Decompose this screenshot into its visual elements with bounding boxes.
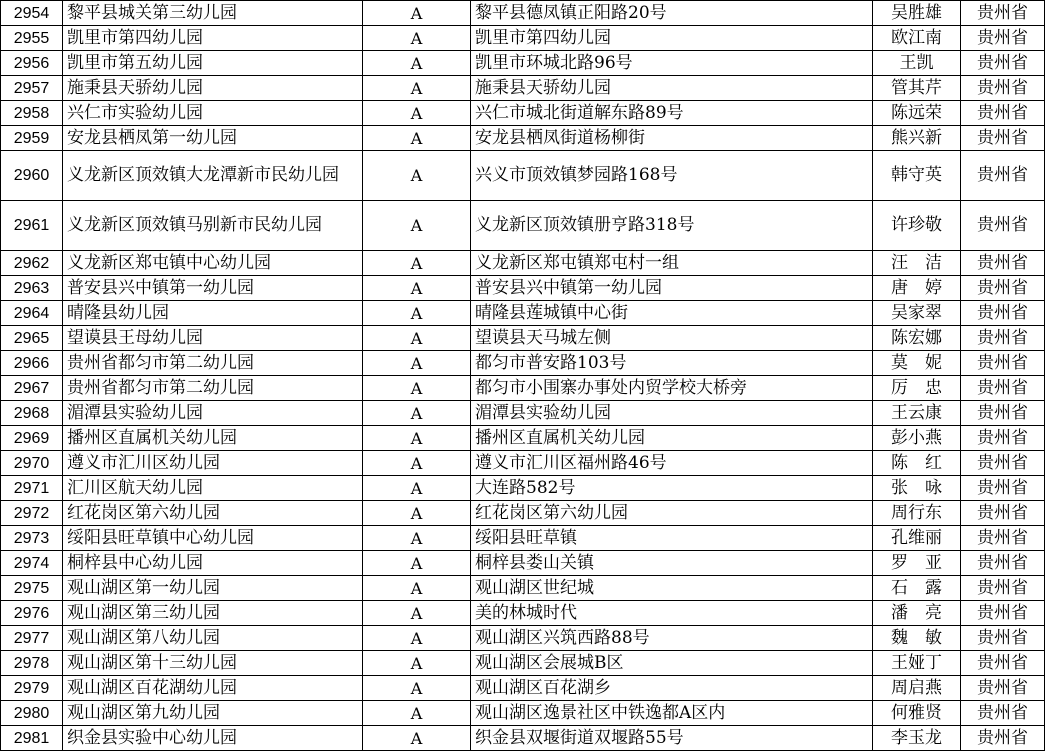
table-row: [1, 76, 1045, 101]
address-cell: 美的林城时代: [471, 601, 873, 626]
row-number-cell: 2967: [1, 376, 63, 401]
table-row: [1, 26, 1045, 51]
contact-person-cell: 欧江南: [873, 26, 961, 51]
row-number-cell: 2965: [1, 326, 63, 351]
kindergarten-name-cell: 观山湖区第三幼儿园: [63, 601, 363, 626]
level-cell: A: [363, 701, 471, 726]
table-row: [1, 476, 1045, 501]
row-number-cell: 2963: [1, 276, 63, 301]
kindergarten-name-cell: 观山湖区第九幼儿园: [63, 701, 363, 726]
province-cell: 贵州省: [961, 576, 1045, 601]
kindergarten-name-cell: 兴仁市实验幼儿园: [63, 101, 363, 126]
row-number-cell: 2958: [1, 101, 63, 126]
row-number-cell: 2968: [1, 401, 63, 426]
row-number-cell: 2980: [1, 701, 63, 726]
address-cell: 观山湖区世纪城: [471, 576, 873, 601]
kindergarten-name-cell: 遵义市汇川区幼儿园: [63, 451, 363, 476]
kindergarten-name-cell: 桐梓县中心幼儿园: [63, 551, 363, 576]
table-row: [1, 151, 1045, 201]
kindergarten-name-cell: 贵州省都匀市第二幼儿园: [63, 376, 363, 401]
kindergarten-name-cell: 汇川区航天幼儿园: [63, 476, 363, 501]
level-cell: A: [363, 301, 471, 326]
contact-person-cell: 陈宏娜: [873, 326, 961, 351]
kindergarten-name-cell: 义龙新区顶效镇大龙潭新市民幼儿园: [63, 151, 363, 201]
kindergarten-name-cell: 贵州省都匀市第二幼儿园: [63, 351, 363, 376]
kindergarten-name-cell: 观山湖区第一幼儿园: [63, 576, 363, 601]
row-number-cell: 2960: [1, 151, 63, 201]
level-cell: A: [363, 526, 471, 551]
contact-person-cell: 韩守英: [873, 151, 961, 201]
level-cell: A: [363, 576, 471, 601]
province-cell: 贵州省: [961, 251, 1045, 276]
table-row: [1, 251, 1045, 276]
province-cell: 贵州省: [961, 326, 1045, 351]
level-cell: A: [363, 351, 471, 376]
contact-person-cell: 周行东: [873, 501, 961, 526]
kindergarten-name-cell: 观山湖区第八幼儿园: [63, 626, 363, 651]
address-cell: 绥阳县旺草镇: [471, 526, 873, 551]
address-cell: 湄潭县实验幼儿园: [471, 401, 873, 426]
contact-person-cell: 陈远荣: [873, 101, 961, 126]
address-cell: 织金县双堰街道双堰路55号: [471, 726, 873, 751]
row-number-cell: 2975: [1, 576, 63, 601]
address-cell: 红花岗区第六幼儿园: [471, 501, 873, 526]
province-cell: 贵州省: [961, 726, 1045, 751]
level-cell: A: [363, 476, 471, 501]
kindergarten-name-cell: 观山湖区百花湖幼儿园: [63, 676, 363, 701]
level-cell: A: [363, 401, 471, 426]
address-cell: 施秉县天骄幼儿园: [471, 76, 873, 101]
contact-person-cell: 孔维丽: [873, 526, 961, 551]
contact-person-cell: 唐 婷: [873, 276, 961, 301]
row-number-cell: 2961: [1, 201, 63, 251]
address-cell: 观山湖区兴筑西路88号: [471, 626, 873, 651]
table-row: [1, 451, 1045, 476]
address-cell: 义龙新区顶效镇册亨路318号: [471, 201, 873, 251]
row-number-cell: 2978: [1, 651, 63, 676]
row-number-cell: 2976: [1, 601, 63, 626]
kindergarten-name-cell: 施秉县天骄幼儿园: [63, 76, 363, 101]
table-row: [1, 401, 1045, 426]
row-number-cell: 2971: [1, 476, 63, 501]
kindergarten-name-cell: 义龙新区顶效镇马别新市民幼儿园: [63, 201, 363, 251]
kindergarten-name-cell: 普安县兴中镇第一幼儿园: [63, 276, 363, 301]
level-cell: A: [363, 151, 471, 201]
table-row: [1, 376, 1045, 401]
province-cell: 贵州省: [961, 151, 1045, 201]
level-cell: A: [363, 26, 471, 51]
contact-person-cell: 罗 亚: [873, 551, 961, 576]
row-number-cell: 2977: [1, 626, 63, 651]
row-number-cell: 2974: [1, 551, 63, 576]
contact-person-cell: 熊兴新: [873, 126, 961, 151]
contact-person-cell: 吴胜雄: [873, 1, 961, 26]
province-cell: 贵州省: [961, 551, 1045, 576]
address-cell: 兴义市顶效镇梦园路168号: [471, 151, 873, 201]
level-cell: A: [363, 376, 471, 401]
table-row: [1, 626, 1045, 651]
contact-person-cell: 莫 妮: [873, 351, 961, 376]
address-cell: 黎平县德凤镇正阳路20号: [471, 1, 873, 26]
province-cell: 贵州省: [961, 101, 1045, 126]
level-cell: A: [363, 251, 471, 276]
kindergarten-name-cell: 观山湖区第十三幼儿园: [63, 651, 363, 676]
contact-person-cell: 王娅丁: [873, 651, 961, 676]
level-cell: A: [363, 651, 471, 676]
province-cell: 贵州省: [961, 301, 1045, 326]
level-cell: A: [363, 76, 471, 101]
contact-person-cell: 厉 忠: [873, 376, 961, 401]
table-row: [1, 126, 1045, 151]
province-cell: 贵州省: [961, 526, 1045, 551]
address-cell: 安龙县栖凤街道杨柳街: [471, 126, 873, 151]
province-cell: 贵州省: [961, 351, 1045, 376]
row-number-cell: 2969: [1, 426, 63, 451]
address-cell: 遵义市汇川区福州路46号: [471, 451, 873, 476]
level-cell: A: [363, 276, 471, 301]
address-cell: 观山湖区会展城B区: [471, 651, 873, 676]
province-cell: 贵州省: [961, 126, 1045, 151]
table-row: [1, 576, 1045, 601]
province-cell: 贵州省: [961, 476, 1045, 501]
row-number-cell: 2970: [1, 451, 63, 476]
province-cell: 贵州省: [961, 626, 1045, 651]
row-number-cell: 2981: [1, 726, 63, 751]
province-cell: 贵州省: [961, 651, 1045, 676]
table-row: [1, 1, 1045, 26]
contact-person-cell: 许珍敬: [873, 201, 961, 251]
province-cell: 贵州省: [961, 51, 1045, 76]
level-cell: A: [363, 101, 471, 126]
level-cell: A: [363, 326, 471, 351]
province-cell: 贵州省: [961, 601, 1045, 626]
contact-person-cell: 周启燕: [873, 676, 961, 701]
address-cell: 义龙新区郑屯镇郑屯村一组: [471, 251, 873, 276]
province-cell: 贵州省: [961, 401, 1045, 426]
level-cell: A: [363, 676, 471, 701]
contact-person-cell: 陈 红: [873, 451, 961, 476]
table-row: [1, 276, 1045, 301]
kindergarten-name-cell: 义龙新区郑屯镇中心幼儿园: [63, 251, 363, 276]
table-row: [1, 201, 1045, 251]
table-row: [1, 701, 1045, 726]
level-cell: A: [363, 626, 471, 651]
level-cell: A: [363, 726, 471, 751]
contact-person-cell: 王云康: [873, 401, 961, 426]
address-cell: 大连路582号: [471, 476, 873, 501]
kindergarten-name-cell: 安龙县栖凤第一幼儿园: [63, 126, 363, 151]
table-row: [1, 301, 1045, 326]
address-cell: 普安县兴中镇第一幼儿园: [471, 276, 873, 301]
address-cell: 观山湖区百花湖乡: [471, 676, 873, 701]
kindergarten-name-cell: 红花岗区第六幼儿园: [63, 501, 363, 526]
kindergarten-name-cell: 织金县实验中心幼儿园: [63, 726, 363, 751]
address-cell: 凯里市第四幼儿园: [471, 26, 873, 51]
contact-person-cell: 王凯: [873, 51, 961, 76]
level-cell: A: [363, 601, 471, 626]
level-cell: A: [363, 51, 471, 76]
contact-person-cell: 汪 洁: [873, 251, 961, 276]
table-row: [1, 726, 1045, 751]
kindergarten-name-cell: 凯里市第四幼儿园: [63, 26, 363, 51]
kindergarten-name-cell: 望谟县王母幼儿园: [63, 326, 363, 351]
province-cell: 贵州省: [961, 501, 1045, 526]
contact-person-cell: 吴家翠: [873, 301, 961, 326]
kindergarten-name-cell: 播州区直属机关幼儿园: [63, 426, 363, 451]
table-row: [1, 51, 1045, 76]
row-number-cell: 2966: [1, 351, 63, 376]
kindergarten-name-cell: 凯里市第五幼儿园: [63, 51, 363, 76]
address-cell: 凯里市环城北路96号: [471, 51, 873, 76]
kindergarten-name-cell: 黎平县城关第三幼儿园: [63, 1, 363, 26]
province-cell: 贵州省: [961, 76, 1045, 101]
row-number-cell: 2979: [1, 676, 63, 701]
province-cell: 贵州省: [961, 201, 1045, 251]
table-row: [1, 551, 1045, 576]
row-number-cell: 2962: [1, 251, 63, 276]
province-cell: 贵州省: [961, 276, 1045, 301]
province-cell: 贵州省: [961, 676, 1045, 701]
contact-person-cell: 李玉龙: [873, 726, 961, 751]
table-body: [1, 1, 1045, 751]
contact-person-cell: 张 咏: [873, 476, 961, 501]
address-cell: 望谟县天马城左侧: [471, 326, 873, 351]
row-number-cell: 2956: [1, 51, 63, 76]
contact-person-cell: 彭小燕: [873, 426, 961, 451]
table-row: [1, 326, 1045, 351]
contact-person-cell: 管其芹: [873, 76, 961, 101]
address-cell: 观山湖区逸景社区中铁逸都A区内: [471, 701, 873, 726]
address-cell: 都匀市小围寨办事处内贸学校大桥旁: [471, 376, 873, 401]
province-cell: 贵州省: [961, 376, 1045, 401]
kindergarten-name-cell: 湄潭县实验幼儿园: [63, 401, 363, 426]
province-cell: 贵州省: [961, 451, 1045, 476]
table-row: [1, 501, 1045, 526]
province-cell: 贵州省: [961, 426, 1045, 451]
kindergarten-name-cell: 绥阳县旺草镇中心幼儿园: [63, 526, 363, 551]
kindergarten-name-cell: 晴隆县幼儿园: [63, 301, 363, 326]
contact-person-cell: 魏 敏: [873, 626, 961, 651]
province-cell: 贵州省: [961, 701, 1045, 726]
address-cell: 播州区直属机关幼儿园: [471, 426, 873, 451]
province-cell: 贵州省: [961, 1, 1045, 26]
level-cell: A: [363, 451, 471, 476]
address-cell: 晴隆县莲城镇中心街: [471, 301, 873, 326]
level-cell: A: [363, 126, 471, 151]
level-cell: A: [363, 501, 471, 526]
level-cell: A: [363, 1, 471, 26]
level-cell: A: [363, 201, 471, 251]
table-row: [1, 601, 1045, 626]
level-cell: A: [363, 426, 471, 451]
table-row: [1, 101, 1045, 126]
row-number-cell: 2972: [1, 501, 63, 526]
level-cell: A: [363, 551, 471, 576]
table-row: [1, 651, 1045, 676]
address-cell: 桐梓县娄山关镇: [471, 551, 873, 576]
row-number-cell: 2959: [1, 126, 63, 151]
address-cell: 都匀市普安路103号: [471, 351, 873, 376]
row-number-cell: 2973: [1, 526, 63, 551]
row-number-cell: 2957: [1, 76, 63, 101]
contact-person-cell: 何雅贤: [873, 701, 961, 726]
row-number-cell: 2964: [1, 301, 63, 326]
row-number-cell: 2955: [1, 26, 63, 51]
row-number-cell: 2954: [1, 1, 63, 26]
table-row: [1, 526, 1045, 551]
address-cell: 兴仁市城北街道解东路89号: [471, 101, 873, 126]
contact-person-cell: 石 露: [873, 576, 961, 601]
table-row: [1, 676, 1045, 701]
table-row: [1, 426, 1045, 451]
table-row: [1, 351, 1045, 376]
contact-person-cell: 潘 亮: [873, 601, 961, 626]
province-cell: 贵州省: [961, 26, 1045, 51]
